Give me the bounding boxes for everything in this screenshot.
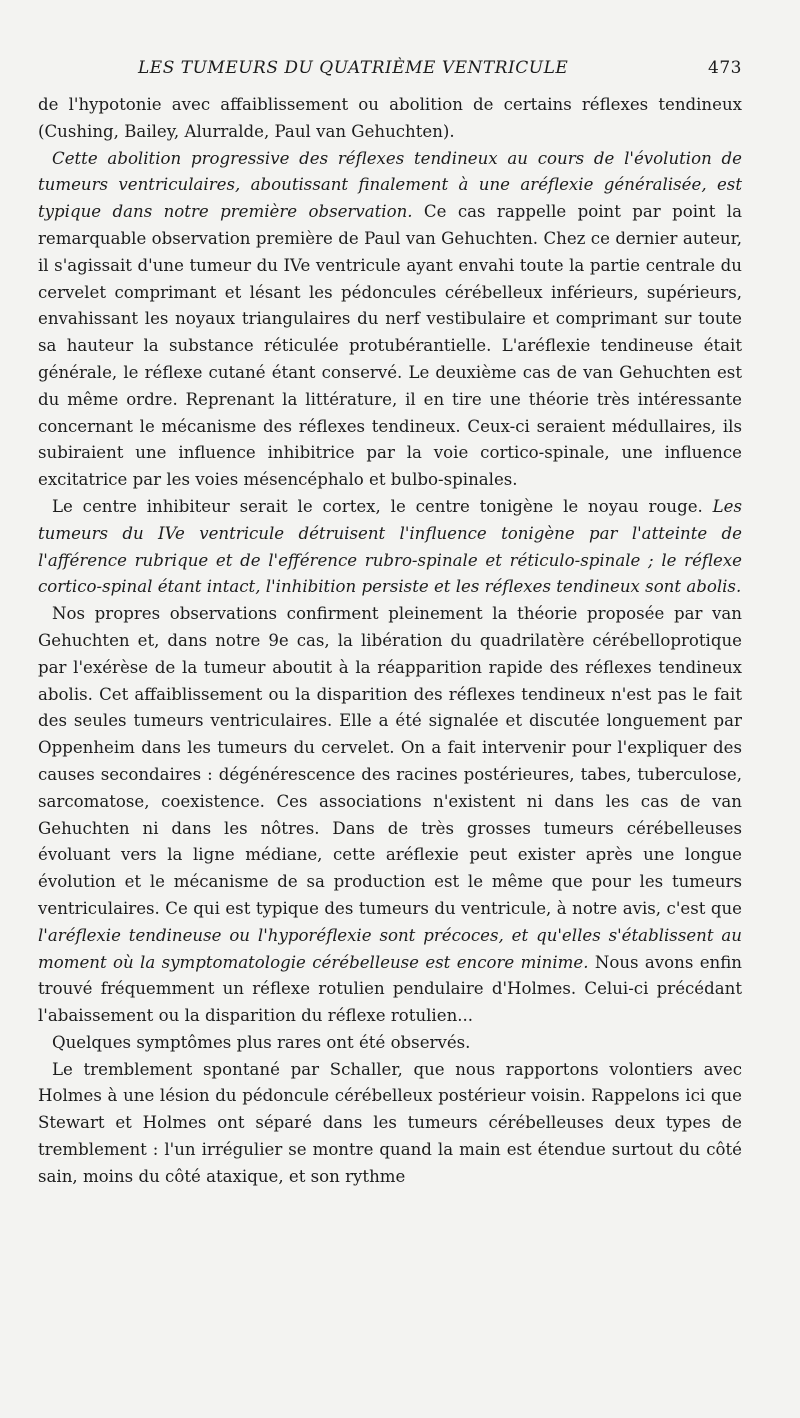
paragraph-5 bbox=[38, 1030, 742, 1057]
page-number: 473 bbox=[708, 58, 742, 78]
body-text bbox=[38, 92, 742, 1191]
text-segment: Ce cas rappelle point par point la remarquable observation première de Paul van Gehuchten. Chez ce dernier auteur, il s'agissait d'une tumeur du IVe ventricule ayant envahi toute la partie centrale du cervelet comprimant et lésant les pédoncules cérébelleux inférieurs, supérieurs, envahissant les noyaux triangulaires du nerf vestibulaire et comprimant sur toute sa hauteur la substance réticulée protubérantielle. L'aréflexie tendineuse était générale, le réflexe cutané étant conservé. Le deuxième cas de van Gehuchten est du même ordre. Reprenant la littérature, il en tire une théorie très intéressante concernant le mécanisme des réflexes tendineux. Ceux-ci seraient médullaires, ils subiraient une influence inhibitrice par la voie cortico-spinale, une influence excitatrice par les voies mésencéphalo et bulbo-spinales. bbox=[38, 202, 742, 490]
text-segment: Nos propres observations confirment pleinement la théorie proposée par van Gehuchten et, dans notre 9e cas, la libération du quadrilatère cérébelloprotique par l'exérèse de la tumeur aboutit à la réapparition rapide des réflexes tendineux abolis. Cet affaiblissement ou la disparition des réflexes tendineux n'est pas le fait des seules tumeurs ventriculaires. Elle a été signalée et discutée longuement par Oppenheim dans les tumeurs du cervelet. On a fait intervenir pour l'expliquer des causes secondaires : dégénérescence des racines postérieures, tabes, tuberculose, sarcomatose, coexistence. Ces associations n'existent ni dans les cas de van Gehuchten ni dans les nôtres. Dans de très grosses tumeurs cérébelleuses évoluant vers la ligne médiane, cette aréflexie peut exister après une longue évolution et le mécanisme de sa production est le même que pour les tumeurs ventriculaires. Ce qui est typique des tumeurs du ventricule, à notre avis, c'est que bbox=[38, 604, 742, 918]
running-header bbox=[138, 58, 742, 78]
text-segment: Le tremblement spontané par Schaller, que nous rapportons volontiers avec Holmes à une lésion du pédoncule cérébelleux postérieur voisin. Rappelons ici que Stewart et Holmes ont séparé dans les tumeurs cérébelleuses deux types de tremblement : l'un irrégulier se montre quand la main est étendue surtout du côté sain, moins du côté ataxique, et son rythme bbox=[38, 1059, 742, 1186]
text-segment-italic: Cette abolition progressive des réflexes tendineux au cours de l'évolution de tumeurs ventriculaires, aboutissant finalement à une aréflexie généralisée, est typique dans notre première observation. bbox=[38, 148, 742, 222]
chapter-title: LES TUMEURS DU QUATRIÈME VENTRICULE bbox=[138, 58, 569, 78]
text-segment-italic: Les tumeurs du IVe ventricule détruisent l'influence tonigène par l'atteinte de l'afférence rubrique et de l'efférence rubro-spinale et réticulo-spinale ; le réflexe cortico-spinal étant intact, l'inhibition persiste et les réflexes tendineux sont abolis. bbox=[38, 496, 742, 597]
text-segment: Le centre inhibiteur serait le cortex, le centre tonigène le noyau rouge. bbox=[52, 496, 713, 516]
paragraph-2 bbox=[38, 146, 742, 494]
paragraph-6 bbox=[38, 1057, 742, 1191]
paragraph-3 bbox=[38, 494, 742, 601]
text-segment: Nous avons enfin trouvé fréquemment un réflexe rotulien pendulaire d'Holmes. Celui-ci précédant l'abaissement ou la disparition du réflexe rotulien... bbox=[38, 952, 742, 1026]
text-segment-italic: l'aréflexie tendineuse ou l'hyporéflexie sont précoces, et qu'elles s'établissent au moment où la symptomatologie cérébelleuse est encore minime. bbox=[38, 925, 742, 972]
text-segment: de l'hypotonie avec affaiblissement ou abolition de certains réflexes tendineux (Cushing, Bailey, Alurralde, Paul van Gehuchten). bbox=[38, 95, 742, 141]
text-segment: Quelques symptômes plus rares ont été observés. bbox=[52, 1032, 471, 1052]
paragraph-4 bbox=[38, 601, 742, 1030]
paragraph-1 bbox=[38, 92, 742, 146]
